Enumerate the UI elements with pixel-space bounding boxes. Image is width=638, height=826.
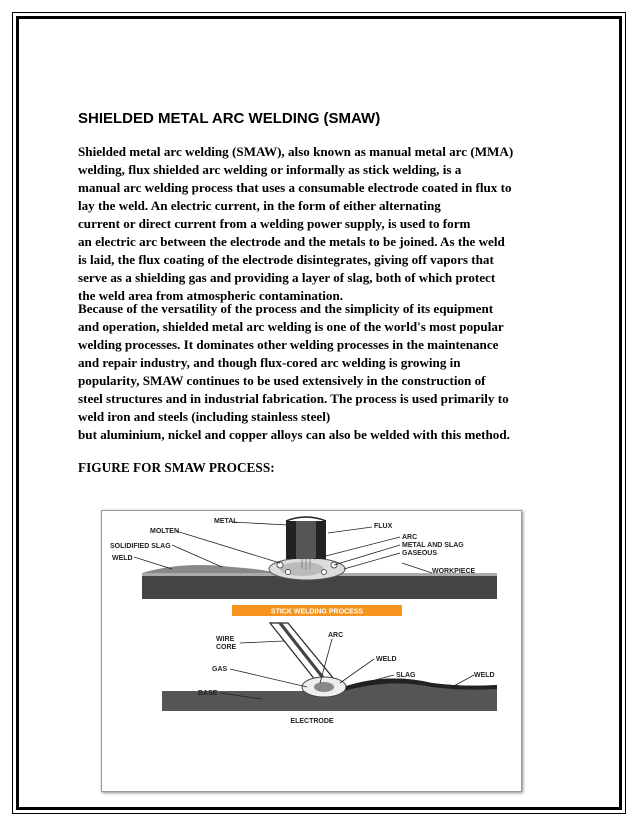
label-arc-top: ARC: [402, 534, 418, 541]
banner-text: STICK WELDING PROCESS: [270, 608, 364, 616]
label-weld-right: WELD: [474, 672, 495, 679]
text-line: weld iron and steels (including stainless steel): [78, 409, 331, 424]
section-heading: SHIELDED METAL ARC WELDING (SMAW): [78, 110, 381, 127]
label-slag: SLAG: [396, 672, 416, 679]
label-metal: METAL: [214, 518, 238, 525]
label-metal-and-slag: METAL AND SLAG: [402, 542, 464, 549]
label-core: CORE: [216, 644, 237, 651]
text-line: is laid, the flux coating of the electrode disintegrates, giving off vapors that: [78, 252, 494, 267]
label-molten: MOLTEN: [150, 528, 180, 535]
text-line: but aluminium, nickel and copper alloys can also be welded with this method.: [78, 427, 510, 442]
label-arc-bottom: ARC: [328, 632, 344, 639]
label-electrode: ELECTRODE: [290, 718, 334, 725]
text-line: welding processes. It dominates other welding processes in the maintenance: [78, 337, 499, 352]
label-weld-bottom: WELD: [376, 656, 397, 663]
label-wire: WIRE: [216, 636, 235, 643]
text-line: steel structures and in industrial fabrication. The process is used primarily to: [78, 391, 509, 406]
label-gas: GAS: [212, 666, 228, 673]
text-line: serve as a shielding gas and providing a layer of slag, both of which protect: [78, 270, 496, 285]
smaw-process-figure: [101, 510, 522, 792]
label-gaseous: GASEOUS: [402, 550, 438, 557]
text-line: manual arc welding process that uses a consumable electrode coated in flux to: [78, 180, 512, 195]
text-line: the weld area from atmospheric contamination.: [78, 288, 343, 303]
label-workpiece: WORKPIECE: [432, 568, 476, 575]
text-line: an electric arc between the electrode and the metals to be joined. As the weld: [78, 234, 505, 249]
paragraph-smaw-definition: [78, 143, 578, 305]
label-flux: FLUX: [374, 523, 393, 530]
text-line: lay the weld. An electric current, in the form of either alternating: [78, 198, 441, 213]
label-solidified-slag: SOLIDIFIED SLAG: [110, 543, 171, 550]
text-line: current or direct current from a welding power supply, is used to form: [78, 216, 471, 231]
label-base: BASE: [198, 690, 218, 697]
smaw-diagram-svg: [102, 511, 521, 791]
text-line: Shielded metal arc welding (SMAW), also known as manual metal arc (MMA): [78, 144, 514, 159]
text-line: and repair industry, and though flux-cored arc welding is growing in: [78, 355, 461, 370]
label-weld-top: WELD: [112, 555, 133, 562]
text-line: and operation, shielded metal arc welding is one of the world's most popular: [78, 319, 504, 334]
paragraph-smaw-usage: [78, 300, 578, 444]
text-line: Because of the versatility of the process and the simplicity of its equipment: [78, 301, 494, 316]
figure-title: FIGURE FOR SMAW PROCESS:: [78, 460, 275, 475]
text-line: popularity, SMAW continues to be used extensively in the construction of: [78, 373, 486, 388]
text-line: welding, flux shielded arc welding or informally as stick welding, is a: [78, 162, 462, 177]
